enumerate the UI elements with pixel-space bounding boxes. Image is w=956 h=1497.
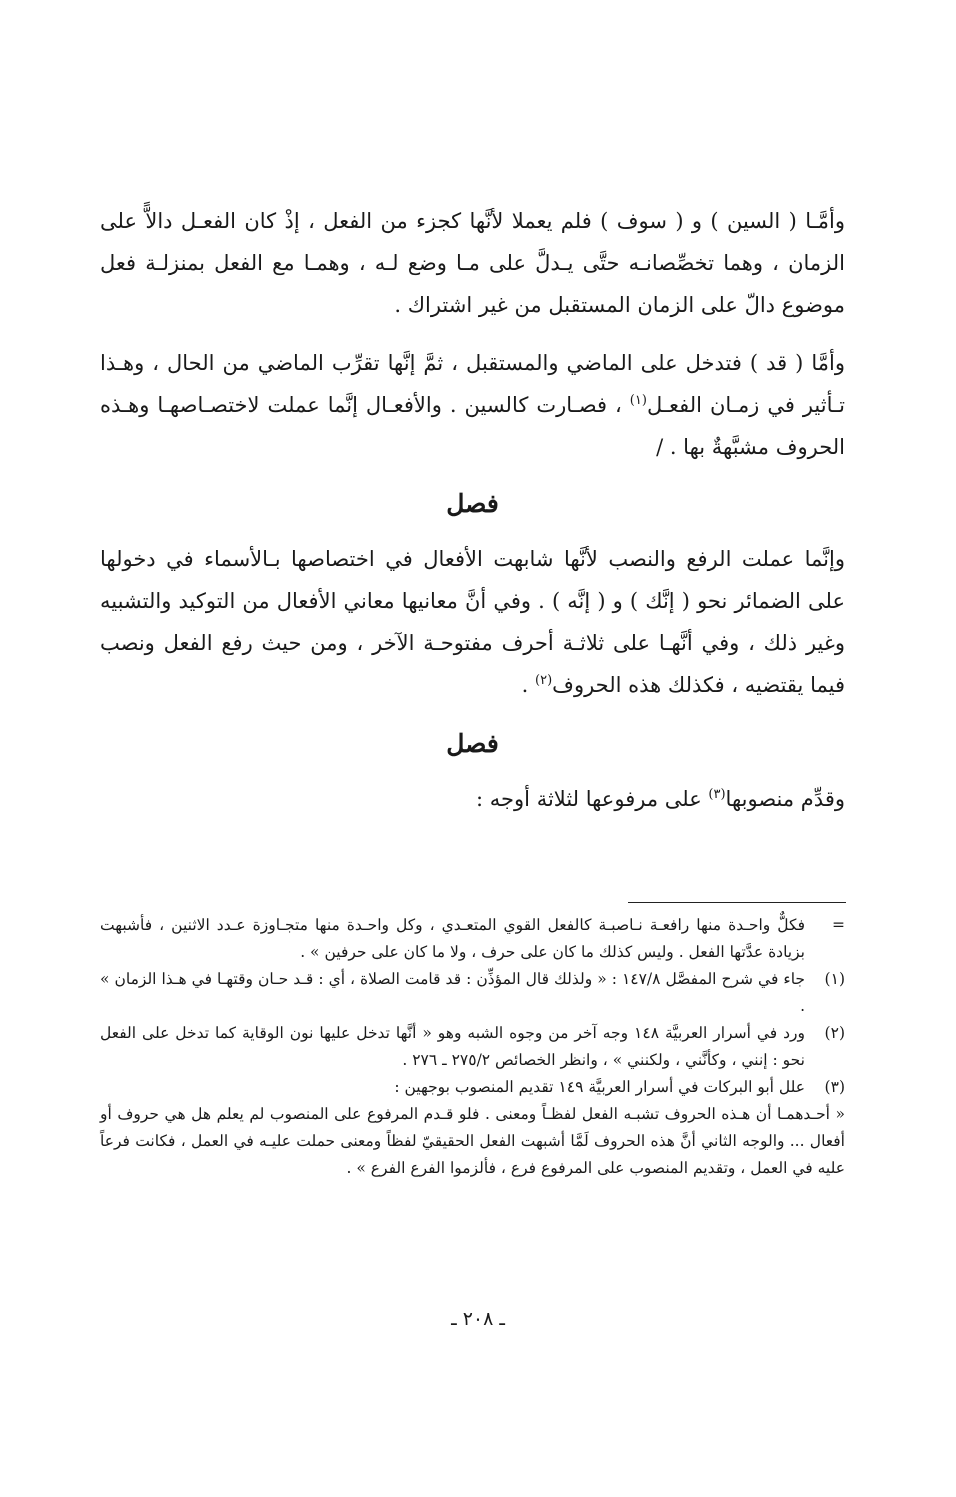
footnote-continuation-mark: =	[832, 916, 845, 934]
paragraph-qad	[100, 342, 845, 468]
paragraph-taqdim-part2: على مرفوعها لثلاثة أوجه :	[476, 787, 709, 811]
footnote-2	[100, 1020, 845, 1074]
paragraph-raf-nasb-part1: وإنَّما عملت الرفع والنصب لأنَّها شابهت الأفعال في اختصاصها بـالأسماء في دخولها على الضمائر نحو ( إنَّك ) و ( إنَّه ) . وفي أنَّ معانيها معاني الأفعال من التوكيد والتشبيه وغير ذلك ، وفي أنَّهـا على ثلاثـة أحرف مفتوحـة الآخر ، ومن حيث رفع الفعل ونصب فيما يقتضيه ، فكذلك هذه الحروف	[100, 547, 845, 697]
footnote-1-mark: (١)	[824, 970, 845, 988]
footnote-3-text: علل أبو البركات في أسرار العربيَّة ١٤٩ تقديم المنصوب بوجهين :	[394, 1078, 805, 1096]
footnote-continuation-text: فكلٌّ واحـدة منها رافعـة نـاصبـة كالفعل القوي المتعـدي ، وكل واحـدة منها متجـاوزة عـدد الاثنين ، فأشبهت بزيادة عدَّتها الفعل . وليس كذلك ما كان على حرف ، ولا ما كان على حرفين » .	[100, 916, 805, 961]
footnote-3	[100, 1074, 845, 1101]
paragraph-taqdim	[100, 778, 845, 820]
footnote-3-mark: (٣)	[824, 1078, 845, 1096]
paragraph-qad-part1: وأمَّا ( قد ) فتدخل على الماضي والمستقبل ، ثمَّ إنَّها تقرِّب الماضي من الحال ، وهـذا تـأثير في زمـان الفعـل	[100, 351, 846, 417]
footnote-1	[100, 966, 845, 1020]
footnotes	[100, 912, 845, 1182]
main-text	[100, 200, 845, 836]
footnote-3-quote: « أحـدهمـا أن هـذه الحروف تشبـه الفعل لفظـاً ومعنى . فلو قـدم المرفوع على المنصوب لم يعلم هل هي حروف أو أفعال ... والوجه الثاني أنَّ هذه الحروف لَمَّا أشبهت الفعل الحقيقيّ لفظاً ومعنى حملت عليـه في العمل ، فكانت فرعاً عليه في العمل ، وتقديم المنصوب على المرفوع فرع ، فألزموا الفرع الفرع » .	[100, 1105, 845, 1177]
footnote-continuation	[100, 912, 845, 966]
page-number: ـ ٢٠٨ ـ	[451, 1308, 505, 1330]
footnote-ref-3[interactable]: (٣)	[708, 787, 726, 802]
paragraph-raf-nasb-part2: .	[521, 673, 536, 697]
paragraph-taqdim-part1: وقدِّم منصوبها	[725, 787, 845, 811]
section-heading-1: فصل	[446, 489, 499, 518]
section-heading-2: فصل	[446, 729, 499, 758]
footnote-2-mark: (٢)	[824, 1024, 845, 1042]
footnote-2-text: ورد في أسرار العربيَّة ١٤٨ وجه آخر من وجوه الشبه وهو « أنَّها تدخل عليها نون الوقاية كما تدخل على الفعل نحو : إنني ، وكأنَّني ، ولكنني » ، وانظر الخصائص ٢٧٥/٢ ـ ٢٧٦ .	[100, 1024, 805, 1069]
paragraph-sin-sawf: وأمَّـا ( السين ) و ( سوف ) فلم يعملا لأنَّها كجزء من الفعل ، إذْ كان الفعـل دالاًّ على الزمان ، وهما تخصِّصانـه حتَّى يـدلَّ على مـا وضع لـه ، وهمـا مع الفعل بمنزلـة فعل موضوع دالّ على الزمان المستقبل من غير اشتراك .	[100, 209, 845, 317]
footnote-1-text: جاء في شرح المفصَّل ١٤٧/٨ : « ولذلك قال المؤذِّن : قد قامت الصلاة ، أي : قـد حـان وقتهـا في هـذا الزمان » .	[100, 970, 805, 1015]
paragraph-raf-nasb	[100, 538, 845, 706]
footnote-ref-1[interactable]: (١)	[629, 393, 647, 408]
footnote-divider	[628, 902, 846, 903]
paragraph-qad-part2: ، فصـارت كالسين . والأفعـال إنَّما عملت لاختصـاصهـا وهـذه الحروف مشبَّهةٌ بها . /	[100, 393, 845, 459]
footnote-ref-2[interactable]: (٢)	[535, 673, 553, 688]
